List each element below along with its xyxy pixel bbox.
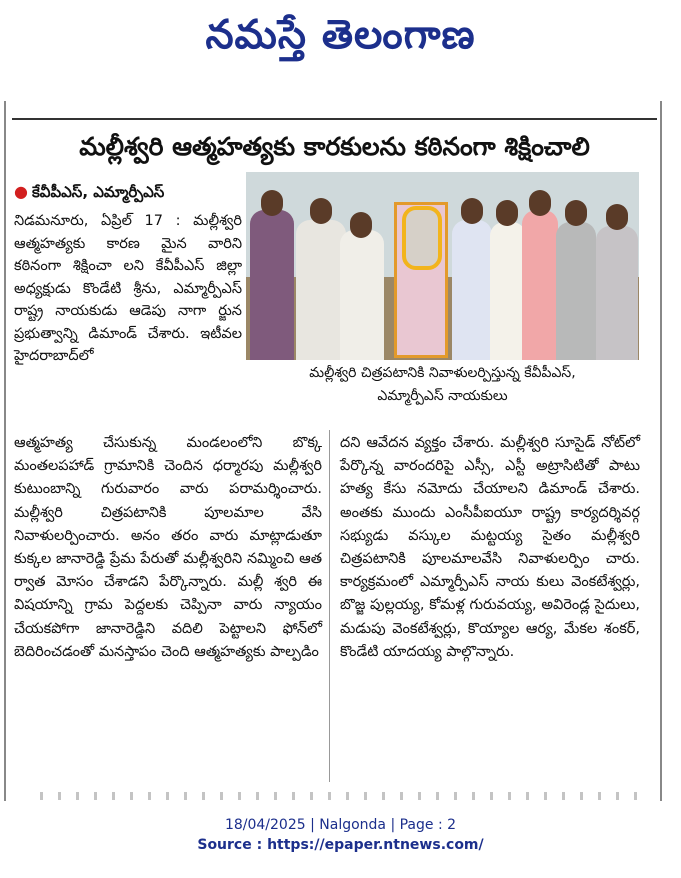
page-footer [0,815,681,865]
article-paragraph: నిడమనూరు, ఏప్రిల్ 17 : మల్లీశ్వరి ఆత్మహత్యకు కారణ మైన వారిని కఠినంగా శిక్షించా లని కేవీపీఎస్ జిల్లా అధ్యక్షుడు కొండేటి శ్రీను, ఎమ్మార్పీఎస్ రాష్ట్ర నాయకుడు ఆడెపు నాగా ర్జున ప్రభుత్వాన్ని డిమాండ్ చేశారు. ఇటీవల హైదరాబాద్‌లో [14,213,242,364]
article-column-right [340,432,640,664]
photo-person [522,210,558,360]
newspaper-title: నమస్తే తెలంగాణ [205,12,476,58]
photo-person [452,220,492,360]
article-photo [246,172,639,360]
caption-line: ఎమ్మార్పీఎస్ నాయకులు [377,388,508,404]
edition-info: 18/04/2025 | Nalgonda | Page : 2 [224,817,457,833]
caption-line: మల్లీశ్వరి చిత్రపటానికి నివాళులర్పిస్తున్న కేవీపీఎస్, [309,365,576,381]
photo-person [250,210,294,360]
photo-caption [246,362,639,410]
masthead [0,0,681,80]
article-paragraph: ఆత్మహత్య చేసుకున్న మండలంలోని బొక్క మంతలపహాడ్ గ్రామానికి చెందిన ధర్మారపు మల్లీశ్వరి కుటుంబాన్ని గురువారం వారు పరామర్శించారు. మల్లీశ్వరి చిత్రపటానికి పూలమాల వేసి నివాళులర్పించారు. అనం తరం వారు మాట్లాడుతూ కుక్కల జానారెడ్డి ప్రేమ పేరుతో మల్లీశ్వరిని నమ్మించి ఆత ర్వాత మోసం చేశాడని పేర్కొన్నారు. మల్లీ శ్వరి ఈ విషయాన్ని గ్రామ పెద్దలకు చెప్పినా వారు న్యాయం చేయకపోగా జానారెడ్డిని వదిలి పెట్టాలని ఫోన్‌లో బెదిరించడంతో మనస్తాపం చెంది ఆత్మహత్యకు పాల్పడిం [14,435,322,660]
byline-text: కేవీపీఎస్, ఎమ్మార్పీఎస్ [31,183,165,201]
photo-person-head [310,198,332,224]
article-column-upper [14,210,242,368]
photo-person [296,220,346,360]
photo-person-head [606,204,628,230]
source-link[interactable]: Source : https://epaper.ntnews.com/ [197,837,484,853]
photo-person [596,226,638,360]
next-article-edge [40,792,640,800]
photo-person-head [496,200,518,226]
headline-rule [12,118,657,120]
photo-person-head [529,190,551,216]
article-byline [14,180,244,204]
article-column-left [14,432,322,664]
column-divider [329,430,330,782]
bullet-icon: ● [14,182,28,201]
photo-person-head [261,190,283,216]
article-headline: మల్లీశ్వరి ఆత్మహత్యకు కారకులను కఠినంగా శిక్షించాలి [79,132,590,161]
photo-person [340,230,384,360]
article-paragraph: దని ఆవేదన వ్యక్తం చేశారు. మల్లీశ్వరి సూసైడ్ నోట్‌లో పేర్కొన్న వారందరిపై ఎస్సీ, ఎస్టీ అట్రాసిటితో పాటు హత్య కేసు నమోదు చేయాలని డిమాండ్ చేశారు. అంతకు ముందు ఎంసీపీఐయూ రాష్ట్ర కార్యదర్శివర్గ సభ్యుడు వస్కుల మట్టయ్య సైతం మల్లీశ్వరి చిత్రపటానికి పూలమాలవేసి నివాళులర్పిం చారు. కార్యక్రమంలో ఎమ్మార్పీఎస్ నాయ కులు వెంకటేశ్వర్లు, బొజ్జ పుల్లయ్య, కోమళ్ల గురువయ్య, అవిరెండ్ల సైదులు, మడుపు వెంకటేశ్వర్లు, కొయ్యాల ఆర్య, మేకల శంకర్, కొండేటి యాదయ్య పాల్గొన్నారు. [340,435,640,660]
photo-person [556,222,596,360]
photo-person-head [565,200,587,226]
photo-person [490,222,526,360]
photo-portrait [402,206,442,270]
photo-person-head [350,212,372,238]
photo-person-head [461,198,483,224]
